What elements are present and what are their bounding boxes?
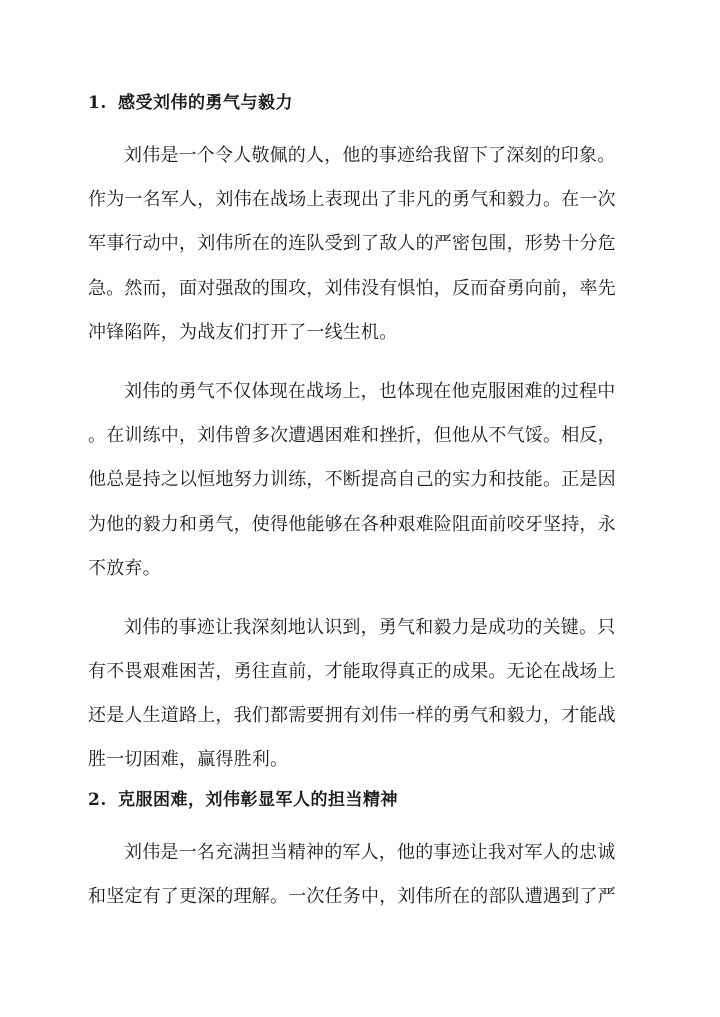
section-heading-2 — [88, 783, 634, 817]
text-line: 刘伟是一名充满担当精神的军人，他的事迹让我对军人的忠诚 — [124, 841, 616, 863]
section-number: 2. — [88, 789, 107, 810]
section-heading-1 — [88, 86, 634, 120]
text-line: 他总是持之以恒地努力训练，不断提高自己的实力和技能。正是因 — [88, 469, 616, 491]
paragraph-1-1 — [88, 134, 634, 355]
paragraph-1-3 — [88, 606, 634, 783]
text-line: 急。然而，面对强敌的围攻，刘伟没有惧怕，反而奋勇向前，率先 — [88, 277, 616, 299]
text-line: 为他的毅力和勇气，使得他能够在各种艰难险阻面前咬牙坚持，永 — [88, 513, 616, 535]
text-line: 作为一名军人，刘伟在战场上表现出了非凡的勇气和毅力。在一次 — [88, 189, 616, 211]
section-number: 1. — [88, 93, 107, 113]
paragraph-2-1 — [88, 831, 634, 919]
paragraph-1-2 — [88, 370, 634, 591]
document-page — [88, 86, 634, 919]
text-line: 刘伟的事迹让我深刻地认识到，勇气和毅力是成功的关键。只 — [124, 616, 616, 638]
text-line: 不放弃。 — [88, 557, 161, 579]
text-line: 和坚定有了更深的理解。一次任务中，刘伟所在的部队遭遇到了严 — [88, 885, 616, 907]
text-line: 军事行动中，刘伟所在的连队受到了敌人的严密包围，形势十分危 — [88, 233, 616, 255]
section-title: 克服困难，刘伟彰显军人的担当精神 — [118, 789, 398, 810]
text-line: 冲锋陷阵，为战友们打开了一线生机。 — [88, 321, 398, 343]
text-line: 有不畏艰难困苦，勇往直前，才能取得真正的成果。无论在战场上 — [88, 661, 616, 683]
text-line: 胜一切困难，赢得胜利。 — [88, 749, 289, 771]
text-line: 还是人生道路上，我们都需要拥有刘伟一样的勇气和毅力，才能战 — [88, 705, 616, 727]
text-line: 。在训练中，刘伟曾多次遭遇困难和挫折，但他从不气馁。相反， — [88, 425, 616, 447]
text-line: 刘伟的勇气不仅体现在战场上，也体现在他克服困难的过程中 — [124, 380, 616, 402]
text-line: 刘伟是一个令人敬佩的人，他的事迹给我留下了深刻的印象。 — [124, 145, 616, 166]
section-title: 感受刘伟的勇气与毅力 — [118, 93, 293, 113]
